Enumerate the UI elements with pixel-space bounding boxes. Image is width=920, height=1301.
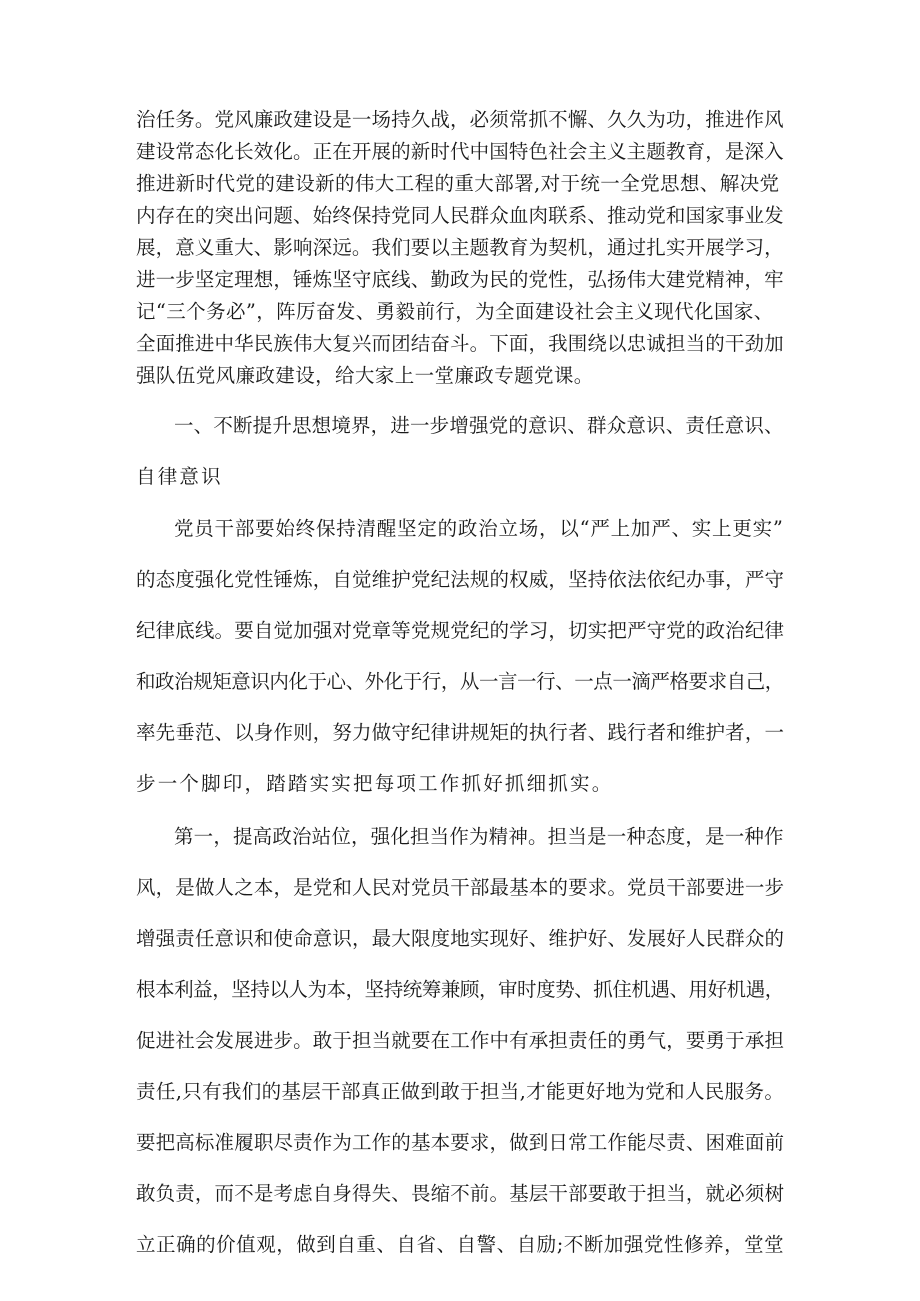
text-line: 责任,只有我们的基层干部真正做到敢于担当,才能更好地为党和人民服务。 <box>136 1080 785 1103</box>
text-line: 党员干部要始终保持清醒坚定的政治立场，以“严上加严、实上更实” <box>174 517 784 540</box>
text-line: 进一步坚定理想，锤炼坚守底线、勤政为民的党性，弘扬伟大建党精神，牢 <box>136 268 784 291</box>
text-line: 和政治规矩意识内化于心、外化于行，从一言一行、一点一滴严格要求自己， <box>136 670 784 693</box>
text-line: 全面推进中华民族伟大复兴而团结奋斗。下面，我围绕以忠诚担当的干劲加 <box>136 332 784 355</box>
text-line: 第一，提高政治站位，强化担当作为精神。担当是一种态度，是一种作 <box>174 825 784 848</box>
text-line: 建设常态化长效化。正在开展的新时代中国特色社会主义主题教育，是深入 <box>136 140 784 163</box>
text-line: 率先垂范、以身作则，努力做守纪律讲规矩的执行者、践行者和维护者，一 <box>136 721 785 744</box>
text-line: 内存在的突出问题、始终保持党同人民群众血肉联系、推动党和国家事业发 <box>136 204 784 227</box>
text-line: 记“三个务必”，阵厉奋发、勇毅前行，为全面建设社会主义现代化国家、 <box>136 300 774 323</box>
text-line: 展，意义重大、影响深远。我们要以主题教育为契机，通过扎实开展学习， <box>136 236 784 259</box>
text-line: 根本利益，坚持以人为本，坚持统筹兼顾，审时度势、抓住机遇、用好机遇， <box>136 978 784 1001</box>
heading-line: 自律意识 <box>136 465 223 488</box>
text-line: 治任务。党风廉政建设是一场持久战，必须常抓不懈、久久为功，推进作风 <box>136 108 784 131</box>
text-line: 推进新时代党的建设新的伟大工程的重大部署,对于统一全党思想、解决党 <box>136 172 780 195</box>
text-line: 步一个脚印，踏踏实实把每项工作抓好抓细抓实。 <box>136 772 614 795</box>
text-line: 强队伍党风廉政建设，给大家上一堂廉政专题党课。 <box>136 364 594 387</box>
text-line: 纪律底线。要自觉加强对党章等党规党纪的学习，切实把严守党的政治纪律 <box>136 619 785 642</box>
text-line: 促进社会发展进步。敢于担当就要在工作中有承担责任的勇气，要勇于承担 <box>136 1029 785 1052</box>
text-line: 要把高标准履职尽责作为工作的基本要求，做到日常工作能尽责、困难面前 <box>136 1131 785 1154</box>
text-line: 风，是做人之本，是党和人民对党员干部最基本的要求。党员干部要进一步 <box>136 876 785 899</box>
text-line: 敢负责，而不是考虑自身得失、畏缩不前。基层干部要敢于担当，就必须树 <box>136 1182 785 1205</box>
heading-line: 一、不断提升思想境界，进一步增强党的意识、群众意识、责任意识、 <box>174 414 784 437</box>
text-line: 立正确的价值观，做到自重、自省、自警、自励;不断加强党性修养，堂堂 <box>136 1233 785 1256</box>
text-line: 的态度强化党性锤炼，自觉维护党纪法规的权威，坚持依法依纪办事，严守 <box>136 568 785 591</box>
text-line: 增强责任意识和使命意识，最大限度地实现好、维护好、发展好人民群众的 <box>136 927 785 950</box>
